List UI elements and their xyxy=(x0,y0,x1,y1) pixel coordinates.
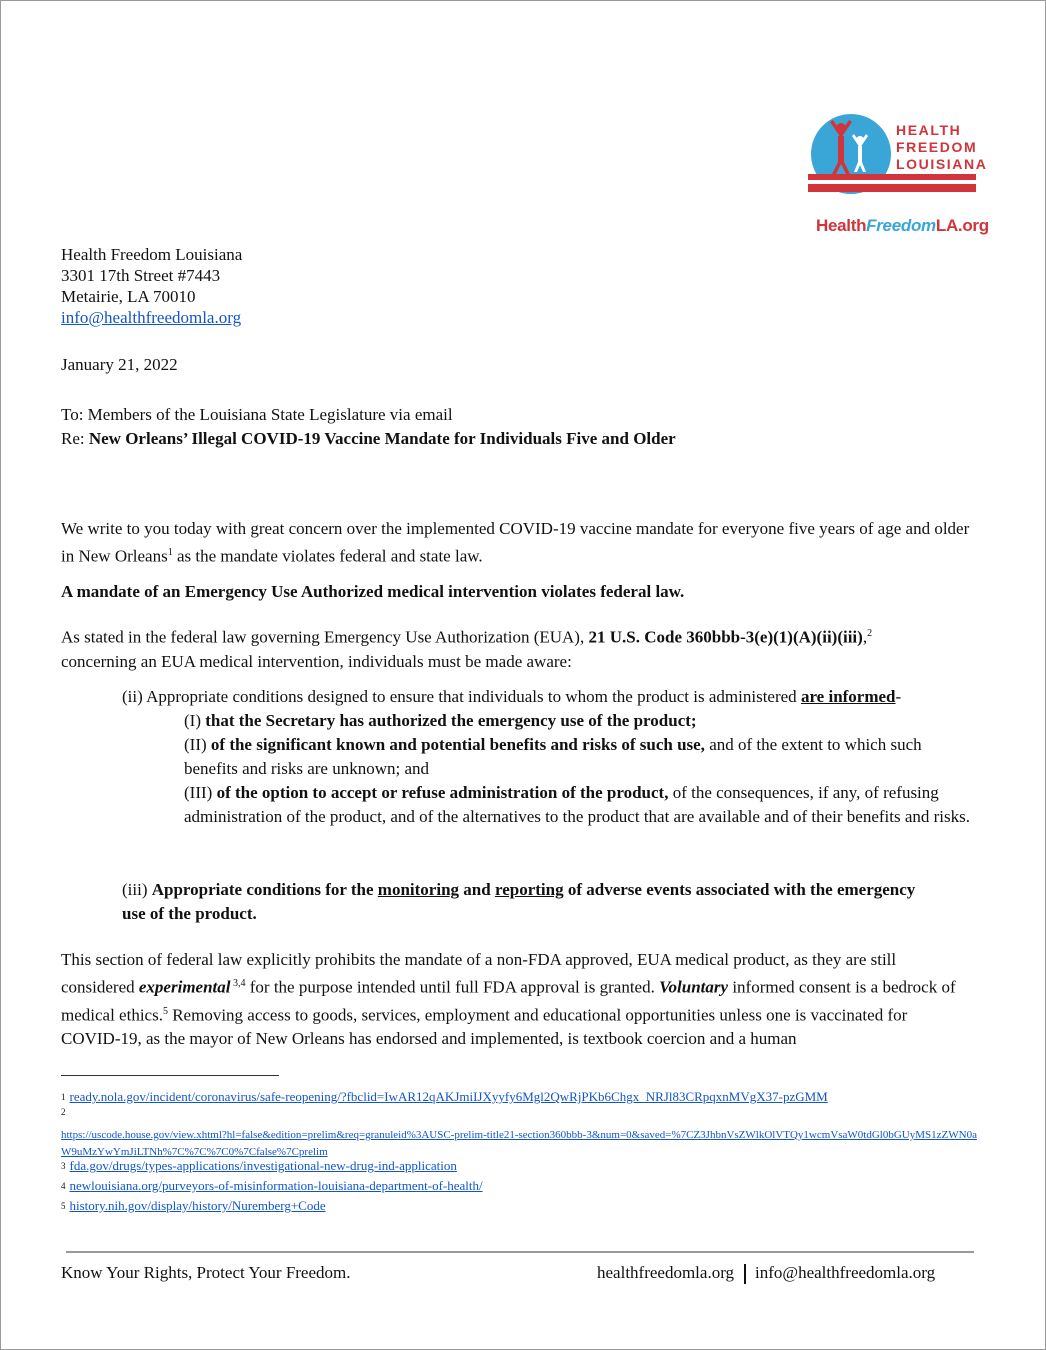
to-re-block xyxy=(61,403,676,451)
section-heading: A mandate of an Emergency Use Authorized medical intervention violates federal law. xyxy=(61,582,685,601)
footnote-1-number: 1 xyxy=(61,1092,66,1102)
footer-divider xyxy=(66,1251,974,1253)
sender-address xyxy=(61,244,242,328)
prohibition-paragraph xyxy=(61,948,971,1051)
sender-street: 3301 17th Street #7443 xyxy=(61,266,221,285)
intro-text-2: as the mandate violates federal and state law. xyxy=(172,546,483,566)
footnote-ref-5: 5 xyxy=(162,1005,168,1017)
footnote-4 xyxy=(61,1178,981,1194)
footnote-2-number: 2 xyxy=(61,1107,66,1117)
logo-url xyxy=(816,216,989,236)
footnote-1 xyxy=(61,1089,981,1105)
quote-I-label: (I) xyxy=(184,711,206,730)
re-line xyxy=(61,427,676,451)
logo-line-health: HEALTH xyxy=(896,122,962,138)
quote-III-bold: of the option to accept or refuse administration of the product, xyxy=(216,783,669,802)
footnote-2-link[interactable]: https://uscode.house.gov/view.xhtml?hl=false&edition=prelim&req=granuleid%3AUSC-prelim-title21-section360bbb-3&num=0&saved=%7CZ3JhbnVsZWlkOlVTQy1wcmVsaW0tdGl0bGUyMS1zZWN0aW9uMzYwYmJiLTNh%7C%7C%7C0%7Cfalse%7Cprelim xyxy=(61,1129,977,1158)
letter-date: January 21, 2022 xyxy=(61,355,178,374)
footnote-5-link[interactable]: history.nih.gov/display/history/Nuremberg+Code xyxy=(69,1198,326,1213)
logo-url-part1: Health xyxy=(816,216,867,235)
footer-site: healthfreedomla.org xyxy=(597,1263,735,1282)
sender-name: Health Freedom Louisiana xyxy=(61,245,243,264)
footnote-2 xyxy=(61,1126,981,1160)
logo-line-louisiana: LOUISIANA xyxy=(896,156,988,172)
experimental-term: experimental xyxy=(138,977,231,997)
quote-ii-dash: - xyxy=(895,687,902,706)
eua-paragraph: As stated in the federal law governing Emergency Use Authorization (EUA), 21 U.S. Code 360bbb-3(e)(1)(A)(ii)(iii),$^2$ concerning an EUA medical intervention, individuals must be made aware: xyxy=(61,627,873,671)
quote-ii xyxy=(122,685,982,709)
eua-text-1: As stated in the federal law governing Emergency Use Authorization (EUA), xyxy=(61,627,589,647)
quote-iii-label: (iii) xyxy=(122,880,152,899)
footnote-1-link[interactable]: ready.nola.gov/incident/coronavirus/safe-reopening/?fbclid=IwAR12qAKJmiIJXyyfy6Mgl2QwRjPKb6Chgx_NRJl83CRpqxnMVgX37-pzGMM xyxy=(69,1089,828,1104)
prohibition-text-4: Removing access to goods, services, employment and educational opportunities unless one is vaccinated for COVID-19, as the mayor of New Orleans has endorsed and implemented, is textbook coercion and a human xyxy=(61,1005,908,1049)
logo-wordmark xyxy=(896,122,987,173)
intro-text-1: We write to you today with great concern over the implemented COVID-19 vaccine mandate for everyone five years of age and older in New Orleans xyxy=(61,519,970,566)
footer-contact xyxy=(597,1263,935,1284)
quote-I xyxy=(184,709,974,733)
logo-line-freedom: FREEDOM xyxy=(896,139,978,155)
quote-II-label: (II) xyxy=(184,735,211,754)
quote-iii-bold-1: Appropriate conditions for the xyxy=(151,880,378,899)
quote-ii-text: (ii) Appropriate conditions designed to ensure that individuals to whom the product is administered xyxy=(122,687,801,706)
quote-III xyxy=(184,781,974,829)
footnote-3-number: 3 xyxy=(61,1161,66,1171)
footnote-4-link[interactable]: newlouisiana.org/purveyors-of-misinformation-louisiana-department-of-health/ xyxy=(69,1178,483,1193)
quote-ii-informed: are informed xyxy=(800,687,896,706)
prohibition-text-3: informed consent is a bedrock of medical ethics. xyxy=(61,977,956,1025)
prohibition-text-2: for the purpose intended until full FDA approval is granted. xyxy=(245,977,660,997)
re-label: Re: xyxy=(61,429,85,448)
quote-II-text: and of the extent to which such benefits and risks are unknown; and xyxy=(184,735,922,778)
quote-II xyxy=(184,733,974,781)
quote-iii-monitoring: monitoring xyxy=(377,880,460,899)
footer-email: info@healthfreedomla.org xyxy=(755,1263,936,1282)
footnote-ref-3-4: 3,4 xyxy=(230,978,246,989)
quote-iii xyxy=(122,878,922,926)
eua-text-2: concerning an EUA medical intervention, individuals must be made aware: xyxy=(61,651,572,671)
footer-separator xyxy=(744,1264,746,1284)
to-line: To: Members of the Louisiana State Legislature via email xyxy=(61,405,453,424)
logo-url-part3: LA.org xyxy=(935,216,989,235)
quote-iii-and: and xyxy=(459,880,495,899)
quote-III-label: (III) xyxy=(184,783,217,802)
footnote-ref-1: 1 xyxy=(167,547,173,558)
footnote-3 xyxy=(61,1158,981,1174)
footnote-divider xyxy=(61,1075,279,1076)
prohibition-text-1: This section of federal law explicitly prohibits the mandate of a non-FDA approved, EUA medical product, as they are still considered xyxy=(61,950,897,997)
health-freedom-louisiana-logo xyxy=(808,112,989,242)
intro-paragraph xyxy=(61,517,971,569)
quote-III-text: of the consequences, if any, of refusing administration of the product, and of the alternatives to the product that are available and of their benefits and risks. xyxy=(184,783,970,826)
footer-tagline: Know Your Rights, Protect Your Freedom. xyxy=(61,1263,351,1282)
footnote-3-link[interactable]: fda.gov/drugs/types-applications/investigational-new-drug-ind-application xyxy=(69,1158,457,1173)
footnote-2-number-row xyxy=(61,1104,981,1120)
us-code-citation: 21 U.S. Code 360bbb-3(e)(1)(A)(ii)(iii) xyxy=(588,627,863,647)
footnote-5 xyxy=(61,1198,981,1214)
re-subject: New Orleans’ Illegal COVID-19 Vaccine Mandate for Individuals Five and Older xyxy=(88,429,676,448)
sender-email-link[interactable]: info@healthfreedomla.org xyxy=(61,308,242,327)
quote-iii-bold-2: of adverse events associated with the emergency use of the product. xyxy=(122,880,916,923)
footnote-4-number: 4 xyxy=(61,1181,66,1191)
voluntary-term: Voluntary xyxy=(659,977,729,997)
logo-url-part2: Freedom xyxy=(866,216,936,235)
footnote-ref-2: 2 xyxy=(867,628,873,639)
sender-city: Metairie, LA 70010 xyxy=(61,287,196,306)
quote-II-bold: of the significant known and potential benefits and risks of such use, xyxy=(210,735,705,754)
quote-I-text: that the Secretary has authorized the emergency use of the product; xyxy=(205,711,697,730)
quote-iii-reporting: reporting xyxy=(494,880,564,899)
footnote-5-number: 5 xyxy=(61,1201,66,1211)
